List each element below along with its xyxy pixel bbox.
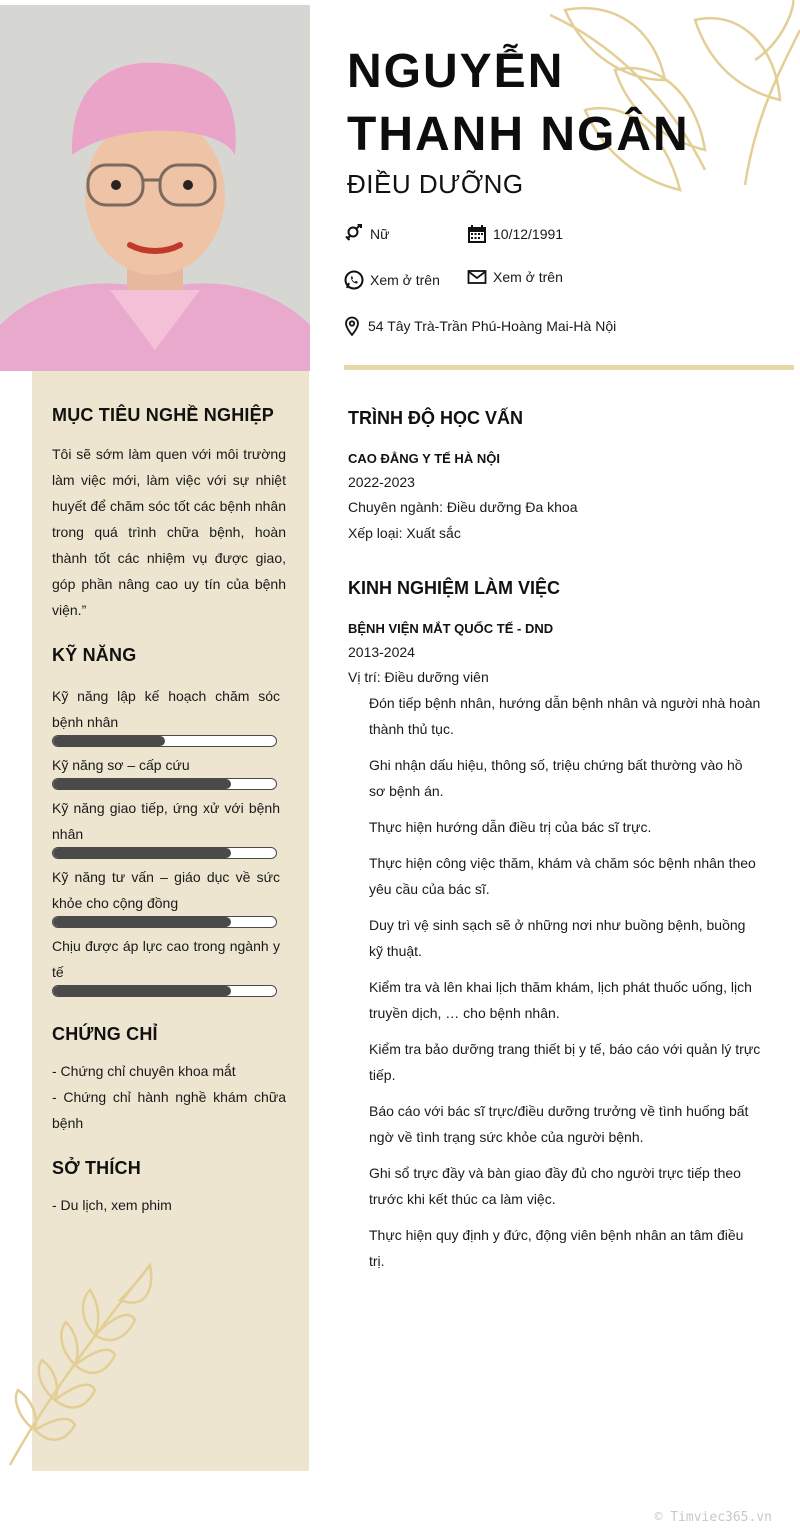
certificates-heading: CHỨNG CHỈ [52,1024,158,1044]
duty-item: Đón tiếp bệnh nhân, hướng dẫn bệnh nhân và người nhà hoàn thành thủ tục. [369,695,761,737]
address-value: 54 Tây Trà-Trần Phú-Hoàng Mai-Hà Nội [368,318,617,334]
duty-item: Thực hiện quy định y đức, động viên bệnh nhân an tâm điều trị. [369,1227,744,1269]
company-name: BỆNH VIỆN MẮT QUỐC TẾ - DND [348,621,554,636]
skill-bar-fill [53,917,231,927]
skill-bar [52,847,277,859]
skill-bar-fill [53,779,231,789]
calendar-icon [467,224,487,244]
candidate-name [347,40,767,166]
certificate-item: - Chứng chỉ hành nghề khám chữa bệnh [52,1089,286,1131]
duty-item: Thực hiện công việc thăm, khám và chăm sóc bệnh nhân theo yêu cầu của bác sĩ. [369,855,756,897]
skill-label: Kỹ năng tư vấn – giáo dục về sức khỏe cho cộng đồng [52,869,280,911]
experience-heading: KINH NGHIỆM LÀM VIỆC [348,578,561,598]
envelope-icon [467,267,487,287]
birthdate-value: 10/12/1991 [493,226,564,242]
portrait-illustration [0,5,310,371]
duty-item: Kiểm tra và lên khai lịch thăm khám, lịch phát thuốc uống, lịch truyền dịch, … cho bệnh nhân. [369,979,752,1021]
skill-bar [52,985,277,997]
objective-heading: MỤC TIÊU NGHỀ NGHIỆP [52,405,275,425]
skill-label: Kỹ năng lập kế hoạch chăm sóc bệnh nhân [52,688,280,730]
experience-position: Vị trí: Điều dưỡng viên [348,669,489,685]
email-value: Xem ở trên [493,269,563,285]
education-period: 2022-2023 [348,474,415,490]
school-name: CAO ĐẲNG Y TẾ HÀ NỘI [348,451,500,466]
duty-item: Ghi sổ trực đầy và bàn giao đầy đủ cho người trực tiếp theo trước khi kết thúc ca làm việc. [369,1165,741,1207]
duty-item: Báo cáo với bác sĩ trực/điều dưỡng trưởng về tình huống bất ngờ về tình trạng sức khỏe của người bệnh. [369,1103,749,1145]
hobby-item: - Du lịch, xem phim [52,1197,172,1213]
profile-photo [0,5,310,371]
job-title: ĐIỀU DƯỠNG [347,169,524,199]
whatsapp-icon [344,270,364,290]
certificate-item: - Chứng chỉ chuyên khoa mắt [52,1063,236,1079]
duty-item: Kiểm tra bảo dưỡng trang thiết bị y tế, báo cáo với quản lý trực tiếp. [369,1041,761,1083]
gender-info [344,224,389,244]
skills-heading: KỸ NĂNG [52,645,137,665]
skill-bar-fill [53,986,231,996]
skill-bar [52,735,277,747]
duty-item: Thực hiện hướng dẫn điều trị của bác sĩ trực. [369,819,652,835]
skill-label: Kỹ năng giao tiếp, ứng xử với bệnh nhân [52,800,280,842]
skill-bar [52,778,277,790]
gender-value: Nữ [370,226,390,242]
skill-label: Chịu được áp lực cao trong ngành y tế [52,938,280,980]
location-pin-icon [342,316,362,336]
watermark: © Timviec365.vn [654,1510,772,1525]
hobbies-heading: SỞ THÍCH [52,1158,141,1178]
duty-item: Ghi nhận dấu hiệu, thông số, triệu chứng bất thường vào hồ sơ bệnh án. [369,757,743,799]
skill-bar-fill [53,736,165,746]
birthdate-info [467,224,563,244]
skill-bar [52,916,277,928]
gender-icon [344,224,364,244]
education-grade: Xếp loại: Xuất sắc [348,525,461,541]
leaf-decoration-bottom [0,1260,160,1470]
objective-text: Tôi sẽ sớm làm quen với môi trường làm việc mới, làm việc với sự nhiệt huyết để chăm sóc tốt các bệnh nhân trong quá trình chữa bệnh, hoàn thành tốt các nhiệm vụ được giao, góp phần nâng cao uy tín của bệnh viện.” [52,446,286,618]
experience-period: 2013-2024 [348,644,415,660]
skill-label: Kỹ năng sơ – cấp cứu [52,757,190,773]
education-heading: TRÌNH ĐỘ HỌC VẤN [348,408,523,428]
skill-bar-fill [53,848,231,858]
header-divider [344,365,794,370]
education-major: Chuyên ngành: Điều dưỡng Đa khoa [348,499,578,515]
phone-info [344,270,440,290]
duty-item: Duy trì vệ sinh sạch sẽ ở những nơi như buồng bệnh, buồng kỹ thuật. [369,917,746,959]
name-line-1: NGUYỄN [347,45,565,98]
phone-value: Xem ở trên [370,272,440,288]
name-line-2: THANH NGÂN [347,108,690,161]
address-info [342,316,616,336]
email-info [467,267,563,287]
